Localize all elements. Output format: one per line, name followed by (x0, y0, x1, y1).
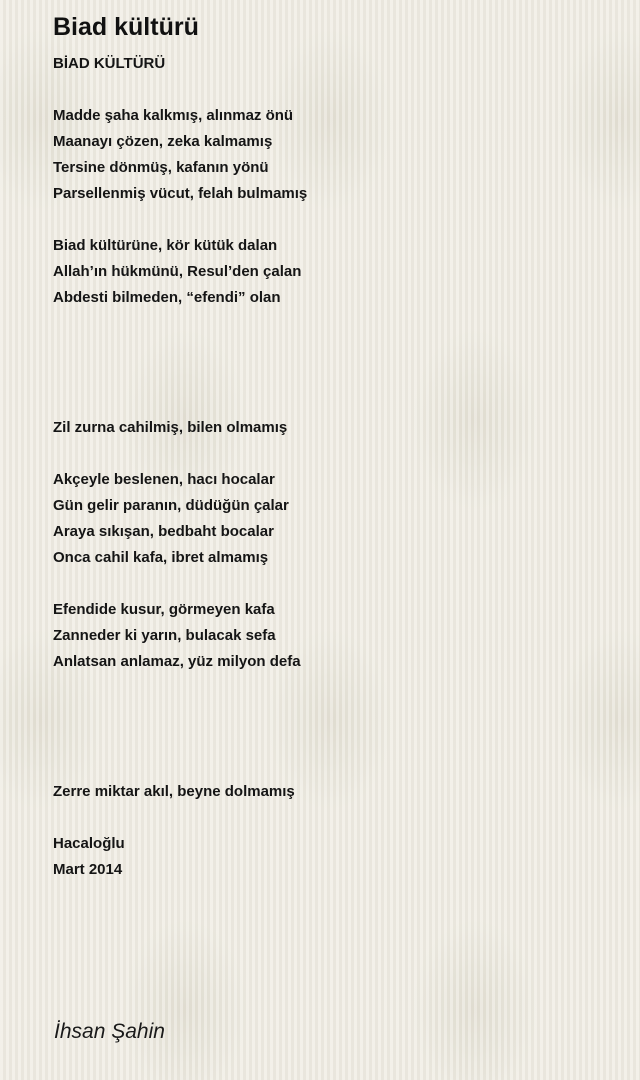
poem-title: Biad kültürü (53, 13, 199, 41)
poem-line: Zanneder ki yarın, bulacak sefa (53, 627, 276, 644)
poem-body (53, 51, 613, 883)
poem-blank-line (53, 77, 613, 103)
poem-line: Hacaloğlu (53, 835, 125, 852)
poem-blank-line (53, 753, 613, 779)
poem-line: Mart 2014 (53, 861, 123, 878)
poem-blank-line (53, 571, 613, 597)
poem-line: Biad kültürüne, kör kütük dalan (53, 237, 278, 254)
poem-line: Zil zurna cahilmiş, bilen olmamış (53, 419, 288, 436)
poem-line: Parsellenmiş vücut, felah bulmamış (53, 185, 308, 202)
poem-line: Anlatsan anlamaz, yüz milyon defa (53, 653, 301, 670)
poem-line: Zerre miktar akıl, beyne dolmamış (53, 783, 295, 800)
poem-blank-line (53, 675, 613, 701)
poem-blank-line (53, 363, 613, 389)
poem-line: Akçeyle beslenen, hacı hocalar (53, 471, 275, 488)
poem-blank-line (53, 701, 613, 727)
poem-line: Maanayı çözen, zeka kalmamış (53, 133, 273, 150)
poem-line: Onca cahil kafa, ibret almamış (53, 549, 269, 566)
poem-blank-line (53, 389, 613, 415)
poem-line: Abdesti bilmeden, “efendi” olan (53, 289, 281, 306)
poem-blank-line (53, 805, 613, 831)
poem-line: Efendide kusur, görmeyen kafa (53, 601, 275, 618)
poem-author: İhsan Şahin (54, 1020, 165, 1043)
poem-line: Madde şaha kalkmış, alınmaz önü (53, 107, 294, 124)
poem-blank-line (53, 727, 613, 753)
poem-blank-line (53, 207, 613, 233)
poem-line: Gün gelir paranın, düdüğün çalar (53, 497, 289, 514)
poem-blank-line (53, 441, 613, 467)
poem-blank-line (53, 337, 613, 363)
poem-line: BİAD KÜLTÜRÜ (53, 55, 166, 72)
poem-line: Allah’ın hükmünü, Resul’den çalan (53, 263, 302, 280)
poem-line: Tersine dönmüş, kafanın yönü (53, 159, 269, 176)
poem-blank-line (53, 311, 613, 337)
poem-line: Araya sıkışan, bedbaht bocalar (53, 523, 274, 540)
